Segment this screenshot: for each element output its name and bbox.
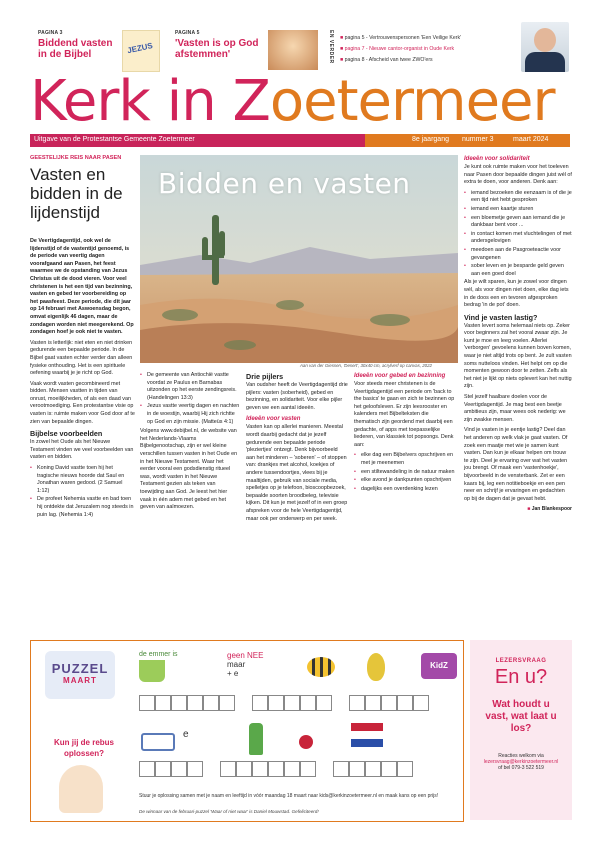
en-verder-item[interactable]: ■ pagina 8 - Afscheid van twee ZWO'ers bbox=[340, 57, 433, 63]
puzzle-footer-1: Stuur je oplossing samen met je naam en leeftijd in vóór maandag 18 maart naar kids@kerkinzoetermeer.nl en maak kans op een prijs! bbox=[139, 793, 439, 799]
pear-icon bbox=[367, 653, 385, 681]
paragraph: Stel jezelf haalbare doelen voor de Veertigdagentijd. Je mag best een beetje ambitieus zijn, maar wees ook nederig: we zijn zwakke mensen. bbox=[464, 394, 566, 423]
paragraph: Van oudsher heeft de Veertigdagentijd drie pijlers: vasten (soberheid), gebed en bezinning, en solidariteit. Voor elke pijler geven we een aantal ideeën. bbox=[246, 382, 348, 411]
teaser-label: PAGINA 5 bbox=[175, 30, 200, 36]
paragraph: Volgens www.debijbel.nl, de website van het Nederlands-Vlaams Bijbelgenootschap, zijn er wel kleine verschillen tussen vasten in het Oude en in het Nieuwe Testament. Waar het eerder vooral een godsdienstig ritueel was, wordt vasten in het Nieuwe Testament gezien als teken van toewijding aan God. Je leest het hier vaak in één adem met gebed en het geven van aalmoezen. bbox=[140, 428, 238, 511]
subheading: Ideeën voor solidariteit bbox=[464, 156, 530, 162]
bullet: • elke dag een Bijbelvers opschrijven en met je meenemen bbox=[354, 452, 456, 467]
article-col-4 bbox=[354, 372, 456, 494]
puzzle-question: Kun jij de rebus oplossen? bbox=[53, 738, 114, 758]
answer-boxes[interactable] bbox=[139, 695, 429, 716]
bullet: • dagelijks een overdenking lezen bbox=[354, 486, 456, 494]
hero-caption: Aan van der Giessen, 'Desert', 30x40 cm, acrylverf op canvas, 2022 bbox=[300, 363, 432, 368]
article-title: Vasten en bidden in de lijdenstijd bbox=[30, 165, 123, 222]
hero-painting bbox=[140, 155, 458, 363]
subheading: Vind je vasten lastig? bbox=[464, 312, 538, 322]
paragraph: Vaak wordt vasten gecombineerd met bidden. Mensen vastten in tijden van onrust, moeilijkheden, of als een daad van verootmoediging. Een protestantse visie op vasten is: ruimte maken voor God door af te zien van bepaalde dingen. bbox=[30, 380, 135, 425]
paragraph: Als je wilt sparen, kun je zowel voor dingen wél, als voor dingen niet doen, elke dag iets in de doos een en tevoren afgesproken bedrag 'in de pot' doen. bbox=[464, 279, 569, 309]
banner-jaargang: 8e jaargang bbox=[412, 136, 449, 143]
paragraph: Je kunt ook ruimte maken voor het toeleven naar Pasen door bepaalde dingen juist wél of extra te doen, voor anderen. Denk aan: bbox=[464, 164, 572, 186]
subheading: Ideeën voor vasten bbox=[246, 416, 301, 423]
paragraph: Vasten kan op allerlei manieren. Meestal wordt daarbij gedacht dat je jezelf gedurende een bepaalde periode 'pleziertjes' ontzegt. Denk bijvoorbeeld aan het minderen – 'soberen' – of stoppen van: drankjes met alcohol, koekjes of andere tussendoortjes, vlees bij je maaltijden, gebruik van sociale media, spelletjes op je telefoon, bioscoopbezoek, bepaalde soorten broodbeleg, televisie kijken. Dit kun je met jezelf of in een groep afspreken voor de hele Veertigdagentijd, maar ook per onderwerp en per week. bbox=[246, 424, 348, 522]
teaser-label: PAGINA 3 bbox=[38, 30, 63, 36]
bottle-icon bbox=[249, 723, 263, 755]
puzzle-section bbox=[30, 640, 464, 822]
bullet: • iemand bezoeken die eenzaam is of die je een tijd niet hebt gesproken bbox=[464, 190, 572, 205]
teaser-title: 'Vasten is op God afstemmen' bbox=[175, 38, 259, 60]
bee-icon bbox=[307, 657, 335, 677]
teaser-image-jesus bbox=[122, 30, 160, 72]
bed-icon bbox=[141, 733, 175, 751]
bullet: • Jezus vastte veertig dagen en nachten in de woestijn, waarbij Hij zich richtte op God en zijn missie. (Matteüs 4:1) bbox=[140, 403, 240, 426]
lezersvraag-box bbox=[470, 640, 572, 820]
bullet: • De gemeente van Antiochië vastte voordat ze Paulus en Barnabas uitzonden op het eerste zendingsreis. (Handelingen 13:3) bbox=[140, 372, 240, 402]
lezersvraag-phone: of bel 079-3 522 519 bbox=[498, 765, 544, 771]
paragraph: Vasten is letterlijk: niet eten en niet drinken gedurende een bepaalde periode. In de Bijbel gaat vasten echter verder dan alleen fysieke onthouding. Het is een spirituele oefening waarbij je je richt op God. bbox=[30, 339, 133, 377]
subheading: Drie pijlers bbox=[246, 372, 284, 381]
article-col-5 bbox=[464, 155, 572, 514]
lezersvraag-question: Wat houdt u vast, wat laat u los? bbox=[485, 699, 557, 734]
bullet: • in contact komen met vluchtelingen of met andersgelovigen bbox=[464, 231, 572, 246]
bullet: • De profeet Nehemia vastte en bad toen hij ontdekte dat Jeruzalem nog steeds in puin lag. (Nehemia 1:4) bbox=[30, 496, 135, 519]
hero-overlay-text: Bidden en vasten bbox=[158, 167, 411, 200]
puzzle-title: PUZZEL MAART bbox=[45, 651, 115, 699]
puzzle-footer-2: De winnaar van de februari-puzzel 'Waar of niet waar' is Daniel Mouwstad. Gefeliciteerd! bbox=[139, 809, 319, 814]
article-col-1 bbox=[30, 238, 135, 520]
flag-icon bbox=[351, 723, 383, 747]
bullet: • elke avond je dankpunten opschrijven bbox=[354, 477, 456, 485]
en-verder-item[interactable]: ■ pagina 7 - Nieuwe cantor-organist in Oude Kerk bbox=[340, 46, 455, 52]
teaser-title: Biddend vasten in de Bijbel bbox=[38, 38, 113, 60]
bullet: • sober leven en je besparde geld geven aan een goed doel bbox=[464, 263, 572, 278]
jesus-word: JEZUS bbox=[126, 41, 154, 56]
en-verder-item[interactable]: ■ pagina 5 - Vertrouwenspersonen 'Een Veilige Kerk' bbox=[340, 35, 462, 41]
banner-bar bbox=[30, 134, 570, 147]
article-col-2 bbox=[140, 372, 240, 515]
person-photo bbox=[521, 22, 569, 72]
bullet: • Koning David vastte toen hij het tragische nieuws hoorde dat Saul en Jonathan waren gedood. (2 Samuel 1:12) bbox=[30, 465, 135, 495]
paragraph: Voor steeds meer christenen is de Veertigdagentijd een periode om 'back to the basics' te gaan en zich te bezinnen op het geloofsleven. Er zijn leesrooster en kalenders met Bijbelteksten die thematisch zijn geordend met daarbij een gedachte, of apps met toepasselijke liederen, van klassiek tot popsongs. Denk aan: bbox=[354, 381, 455, 448]
kid-illustration bbox=[59, 765, 103, 813]
author: ■ Jan Blankespoor bbox=[527, 506, 572, 513]
banner-date: maart 2024 bbox=[513, 136, 549, 143]
rebus-row-2: e bbox=[139, 719, 459, 789]
banner-nummer: nummer 3 bbox=[462, 136, 494, 143]
subheading: Bijbelse voorbeelden bbox=[30, 429, 103, 439]
kidz-badge: KidZ bbox=[421, 653, 457, 679]
masthead-title: Kerk in Zoetermeer bbox=[30, 69, 555, 134]
subheading: Ideeën voor gebed en bezinning bbox=[354, 373, 446, 379]
lezersvraag-label: LEZERSVRAAG bbox=[495, 658, 547, 664]
lezersvraag-title: En u? bbox=[494, 666, 548, 688]
paragraph: In zowel het Oude als het Nieuwe Testament vinden we veel voorbeelden van vasten en bidden. bbox=[30, 439, 134, 461]
article-col-3 bbox=[246, 372, 348, 526]
rebus-item-nee: geen NEE maar + e bbox=[227, 651, 264, 678]
bullet: • iemand een kaartje sturen bbox=[464, 206, 572, 214]
banner-publisher: Uitgave van de Protestantse Gemeente Zoetermeer bbox=[34, 136, 195, 143]
paragraph: Vasten levert soms helemaal niets op. Zeker voor beginners zal het vooral zwaar zijn. Je kunt je moe en leeg voelen. Allerlei 'verborgen' gevoelens kunnen boven komen, waar je niet altijd trots op bent. Je zult vasten soms nutteloos vinden. Het helpt om op die momenten gewoon door te zetten. Zelfs als het niet je lijkt op niets oplevert kan het nuttig zijn. bbox=[464, 322, 572, 390]
paragraph: Vind je vasten in je eentje lastig? Deel dan het anderen op welk vlak je gaat vasten. Of zoek een maatje met wie je samen kunt vasten. Dan kun je elkaar helpen om trouw te zijn. Deel je ervaring over wat het vasten jou brengt. Of maak een 'vastenhoekje', bijvoorbeeld in de vensterbank. Zet er een kaars bij, leg een notitieboekje en een pen neer en schrijf je ervaringen en gedachten op bij de dagen dat je gevast hebt. bbox=[464, 427, 568, 502]
en-verder-list bbox=[340, 33, 461, 66]
rebus-row-1 bbox=[139, 651, 459, 719]
lezersvraag-contact: Reacties welkom via bbox=[498, 753, 544, 759]
en-verder-label: EN VERDER bbox=[328, 30, 334, 64]
article-kicker: GEESTELIJKE REIS NAAR PASEN bbox=[30, 155, 122, 161]
intro: De Veertigdagentijd, ook wel de lijdenstijd of de vastentijd genoemd, is de periode van veertig dagen voorafgaand aan Pasen, het feest waarmee we de opstanding van Jezus Christus uit de dood vieren. Voor veel christenen is het een tijd van bezinning, vasten en gebed ter voorbereiding op het paasfeest. Deze periode, die dit jaar op 14 februari met Aswoensdag begon, omvat eigenlijk 46 dagen, maar de zondagen worden niet meegerekend. Op zondagen hoef je ook niet te vasten. bbox=[30, 238, 134, 336]
lezersvraag-email[interactable]: lezersvraag@kerkinzoetermeer.nl bbox=[483, 759, 559, 765]
bullet: • een stiltewandeling in de natuur maken bbox=[354, 469, 456, 477]
bullet: • meedoen aan de Pasgroeteactie voor gevangenen bbox=[464, 247, 572, 262]
teaser-image-hands bbox=[268, 30, 318, 70]
rebus-item-bucket: de emmer is bbox=[139, 651, 209, 682]
bullet: • een bloemetje geven aan iemand die je dankbaar bent voor ... bbox=[464, 215, 572, 230]
cherry-icon bbox=[299, 735, 313, 749]
answer-boxes[interactable] bbox=[139, 761, 413, 782]
